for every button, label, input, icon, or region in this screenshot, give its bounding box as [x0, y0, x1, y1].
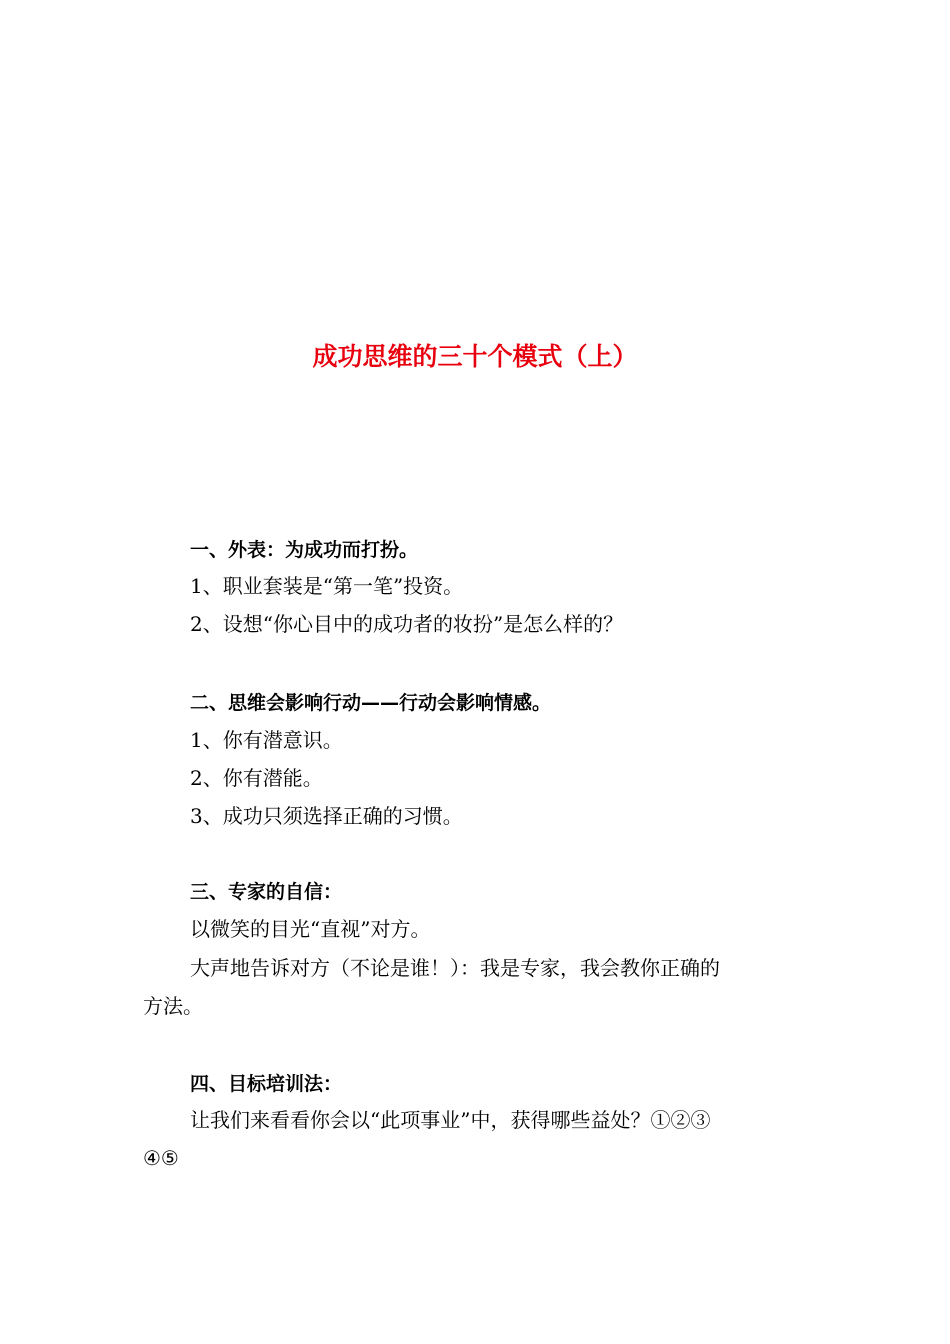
section-4-heading: 四、目标培训法： — [190, 1073, 343, 1095]
section-2-line-1: 1、你有潜意识。 — [190, 728, 343, 752]
section-2-line-3: 3、成功只须选择正确的习惯。 — [190, 804, 463, 828]
section-3-line-3: 方法。 — [143, 994, 203, 1018]
section-4-line-1: 让我们来看看你会以“此项事业”中，获得哪些益处？①②③ — [190, 1108, 711, 1132]
section-3-line-2: 大声地告诉对方（不论是谁！）：我是专家，我会教你正确的 — [190, 956, 720, 980]
document-title: 成功思维的三十个模式（上） — [312, 342, 638, 371]
section-1-heading: 一、外表：为成功而打扮。 — [190, 539, 419, 561]
section-1-line-2: 2、设想“你心目中的成功者的妆扮”是怎么样的？ — [190, 612, 624, 636]
section-2-heading: 二、思维会影响行动——行动会影响情感。 — [190, 692, 552, 714]
section-1-line-1: 1、职业套装是“第一笔”投资。 — [190, 574, 464, 598]
section-3-line-1: 以微笑的目光“直视”对方。 — [190, 917, 431, 941]
section-4-line-2: ④⑤ — [143, 1146, 179, 1170]
section-2-line-2: 2、你有潜能。 — [190, 766, 323, 790]
section-3-heading: 三、专家的自信： — [190, 881, 343, 903]
